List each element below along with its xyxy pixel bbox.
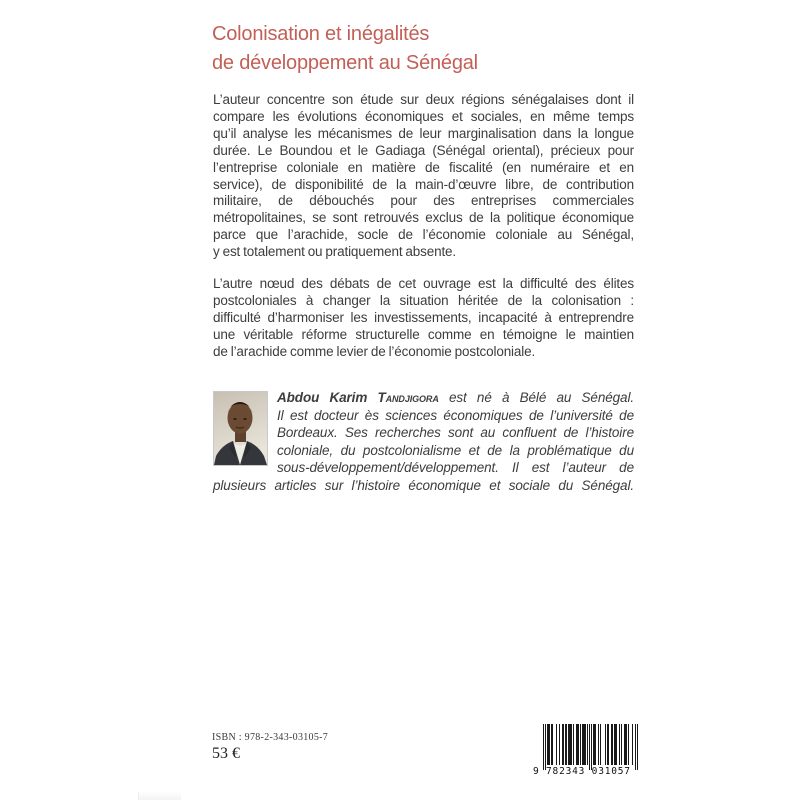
author-bio <box>213 389 634 495</box>
text-line: sous-développement/développement. Il est l’auteur de <box>277 460 634 476</box>
text-line: Il est docteur ès sciences économiques de l’université de <box>277 407 634 423</box>
barcode-bar <box>587 724 588 765</box>
text-line: qu’il analyse les mécanismes de leur marginalisation dans la longue <box>213 125 634 141</box>
barcode-bar <box>595 724 596 765</box>
barcode-bar <box>585 724 586 765</box>
barcode-bar <box>559 724 560 765</box>
barcode-bar <box>566 724 567 765</box>
text-line: de développement au Sénégal <box>212 52 478 74</box>
price-text: 53 € <box>212 745 240 762</box>
barcode-bar <box>552 724 553 765</box>
barcode-bar <box>608 724 609 765</box>
text-line: durée. Le Boundou et le Gadiaga (Sénégal oriental), précieux pour <box>213 142 634 158</box>
bio-first-line-text: est né à Bélé au Sénégal. <box>438 390 634 405</box>
text-line: compare les évolutions économiques et sociales, en même temps <box>213 108 634 124</box>
text-line: y est totalement ou pratiquement absente. <box>213 244 457 260</box>
isbn-price-block <box>212 732 328 763</box>
isbn-text: ISBN : 978-2-343-03105-7 <box>212 732 329 743</box>
text-line: métropolitaines, se sont retrouvés exclus de la politique économique <box>213 210 634 226</box>
text-line: coloniale, du postcolonialisme et de la problématique du <box>277 442 634 458</box>
barcode-bar <box>600 724 601 765</box>
barcode-bars <box>543 724 638 770</box>
page-edge-artifact <box>138 792 181 800</box>
barcode-bar <box>571 724 572 765</box>
barcode-bar <box>563 724 564 765</box>
text-line: parce que l’arachide, socle de l’économie coloniale au Sénégal, <box>213 227 634 243</box>
barcode-bar <box>628 724 629 765</box>
text-line: L’auteur concentre son étude sur deux régions sénégalaises dont il <box>213 92 634 107</box>
text-line: l’entreprise coloniale en matière de fiscalité (en numéraire et en <box>213 159 634 175</box>
synopsis-paragraph-2 <box>213 276 634 361</box>
author-portrait-illustration <box>214 392 267 465</box>
barcode-bar <box>612 724 613 765</box>
barcode-bar <box>556 724 557 765</box>
barcode-bar <box>549 724 550 765</box>
barcode-bar <box>545 724 546 770</box>
barcode-bar <box>573 724 574 765</box>
barcode-bar <box>589 724 590 770</box>
barcode <box>535 724 645 780</box>
barcode-bar <box>635 724 636 770</box>
barcode-bar <box>626 724 627 765</box>
author-photo <box>213 391 268 466</box>
author-name: Abdou Karim Tandjigora <box>277 390 439 405</box>
synopsis-paragraph-1 <box>213 92 634 261</box>
bio-text-lines <box>213 407 634 495</box>
barcode-bar <box>632 724 633 765</box>
barcode-bar <box>591 724 592 770</box>
book-title <box>212 20 642 78</box>
text-line: Bordeaux. Ses recherches sont au confluent de l’histoire <box>277 425 634 441</box>
barcode-bar <box>616 724 617 765</box>
text-line: difficulté d’harmoniser les investissements, incapacité à entreprendre <box>213 309 634 325</box>
text-line: postcoloniales à changer la situation héritée de la colonisation : <box>213 292 634 308</box>
text-line: Colonisation et inégalités <box>212 23 430 45</box>
barcode-number: 9 782343 031057 <box>533 766 631 777</box>
barcode-bar <box>598 724 599 765</box>
barcode-bar <box>637 724 638 770</box>
text-line: de l’arachide comme levier de l’économie postcoloniale. <box>213 343 536 359</box>
barcode-bar <box>621 724 622 765</box>
barcode-bar <box>605 724 606 765</box>
text-line: plusieurs articles sur l’histoire économique et sociale du Sénégal. <box>213 477 634 493</box>
text-line: service), de disponibilité de la main-d’œuvre libre, de contribution <box>213 176 634 192</box>
text-line: une véritable réforme structurelle comme en témoigne le maintien <box>213 326 634 342</box>
barcode-bar <box>619 724 620 765</box>
barcode-bar <box>543 724 544 770</box>
barcode-bar <box>578 724 579 765</box>
barcode-bar <box>580 724 581 765</box>
text-line: militaire, de débouchés pour des entreprises commerciales <box>213 193 634 209</box>
bio-first-line <box>277 389 634 407</box>
text-line: L’autre nœud des débats de cet ouvrage est la difficulté des élites <box>213 276 634 291</box>
